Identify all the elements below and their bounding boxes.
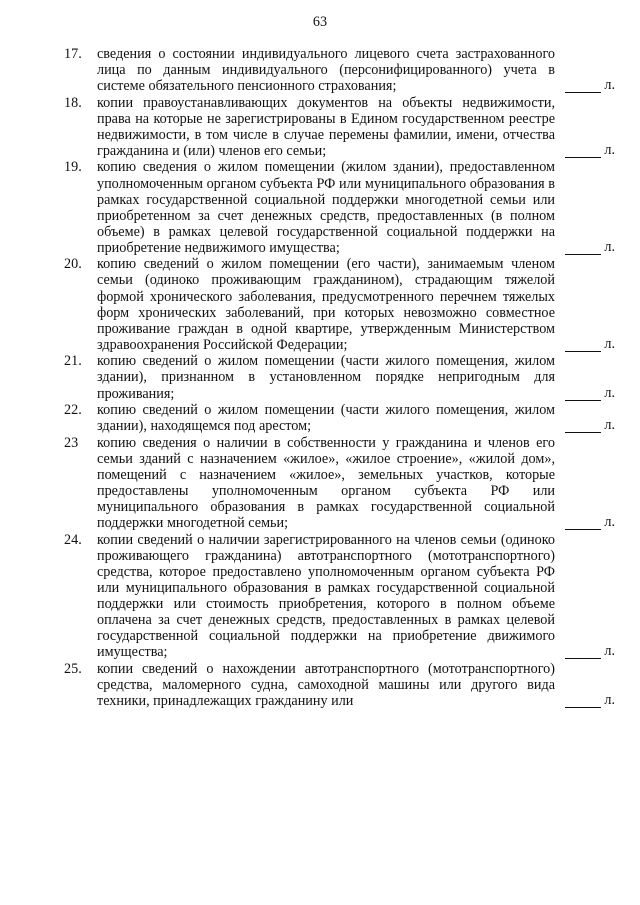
item-text: копию сведения о жилом помещении (жилом здании), предоставленном уполномоченным органом субъекта РФ или муниципального образования в рамках государственной социальной поддержки многодетной семьи или приобретенном за счет денежных средств, предоставленных (в полном объеме) в рамках целевой государственной социальной поддержки на приобретение недвижимого имущества; bbox=[97, 159, 555, 256]
sheet-count-blank[interactable] bbox=[565, 336, 615, 352]
sheets-suffix: л. bbox=[604, 335, 615, 352]
sheet-count-blank[interactable] bbox=[565, 643, 615, 659]
document-list bbox=[0, 46, 640, 709]
page-number: 63 bbox=[312, 14, 328, 30]
item-number: 20. bbox=[64, 256, 82, 273]
item-number: 22. bbox=[64, 402, 82, 419]
blank-line bbox=[565, 80, 601, 93]
sheet-count-blank[interactable] bbox=[565, 142, 615, 158]
blank-line bbox=[565, 339, 601, 352]
item-number: 18. bbox=[64, 94, 82, 111]
item-number: 24. bbox=[64, 531, 82, 548]
sheets-suffix: л. bbox=[604, 691, 615, 708]
list-item bbox=[0, 661, 640, 709]
sheet-count-blank[interactable] bbox=[565, 417, 615, 433]
sheets-suffix: л. bbox=[604, 384, 615, 401]
list-item bbox=[0, 159, 640, 256]
sheet-count-blank[interactable] bbox=[565, 77, 615, 93]
item-text: копии правоустанавливающих документов на объекты недвижимости, права на которые не зарегистрированы в Едином государственном реестре недвижимости, в том числе в случае перемены фамилии, имени, отчества гражданина и (или) членов его семьи; bbox=[97, 94, 555, 159]
list-item bbox=[0, 435, 640, 532]
item-text: сведения о состоянии индивидуального лицевого счета застрахованного лица по данным индивидуального (персонифицированного) учета в системе обязательного пенсионного страхования; bbox=[97, 46, 555, 95]
sheets-suffix: л. bbox=[604, 417, 615, 434]
blank-line bbox=[565, 646, 601, 659]
list-item bbox=[0, 95, 640, 159]
list-item bbox=[0, 353, 640, 401]
item-text: копии сведений о нахождении автотранспортного (мототранспортного) средства, маломерного судна, самоходной машины или другого вида техники, принадлежащих гражданину или bbox=[97, 660, 555, 709]
sheets-suffix: л. bbox=[604, 77, 615, 94]
blank-line bbox=[565, 145, 601, 158]
sheets-suffix: л. bbox=[604, 514, 615, 531]
blank-line bbox=[565, 420, 601, 433]
blank-line bbox=[565, 517, 601, 530]
item-number: 25. bbox=[64, 660, 82, 677]
sheets-suffix: л. bbox=[604, 141, 615, 158]
item-number: 17. bbox=[64, 46, 82, 62]
blank-line bbox=[565, 242, 601, 255]
item-text: копии сведений о наличии зарегистрированного на членов семьи (одиноко проживающего гражданина) автотранспортного (мототранспортного) средства, которое предоставлено уполномоченным органом субъекта РФ или муниципального образования в рамках государственной социальной поддержки или стоимость приобретения, которого в полном объеме оплачена за счет денежных средств, предоставленных в рамках целевой государственной социальной поддержки на приобретение движимого имущества; bbox=[97, 531, 555, 661]
sheet-count-blank[interactable] bbox=[565, 239, 615, 255]
item-text: копию сведений о жилом помещении (части жилого помещения, жилом здании), признанном в установленном порядке непригодным для проживания; bbox=[97, 353, 555, 402]
item-text: копию сведения о наличии в собственности у гражданина и членов его семьи зданий с назначением «жилое», «жилое строение», «жилой дом», помещений с назначением «жилое», земельных участков, которые предоставлены уполномоченным органом субъекта РФ или муниципального образования в рамках государственной социальной поддержки многодетной семьи; bbox=[97, 434, 555, 532]
item-text: копию сведений о жилом помещении (части жилого помещения, жилом здании), находящемся под арестом; bbox=[97, 402, 555, 435]
list-item bbox=[0, 256, 640, 353]
blank-line bbox=[565, 695, 601, 708]
sheet-count-blank[interactable] bbox=[565, 385, 615, 401]
blank-line bbox=[565, 388, 601, 401]
item-number: 19. bbox=[64, 159, 82, 176]
sheet-count-blank[interactable] bbox=[565, 514, 615, 530]
sheets-suffix: л. bbox=[604, 238, 615, 255]
list-item bbox=[0, 46, 640, 94]
item-number: 21. bbox=[64, 353, 82, 370]
sheets-suffix: л. bbox=[604, 643, 615, 660]
list-item bbox=[0, 532, 640, 661]
item-number: 23 bbox=[64, 434, 79, 451]
item-text: копию сведений о жилом помещении (его части), занимаемым членом семьи (одиноко проживающим гражданином), страдающим тяжелой формой хронического заболевания, предусмотренного перечнем тяжелых форм хронических заболеваний, при которых невозможно совместное проживание граждан в одной квартире, утвержденным Министерством здравоохранения Российской Федерации; bbox=[97, 256, 555, 353]
list-item bbox=[0, 402, 640, 434]
sheet-count-blank[interactable] bbox=[565, 692, 615, 708]
